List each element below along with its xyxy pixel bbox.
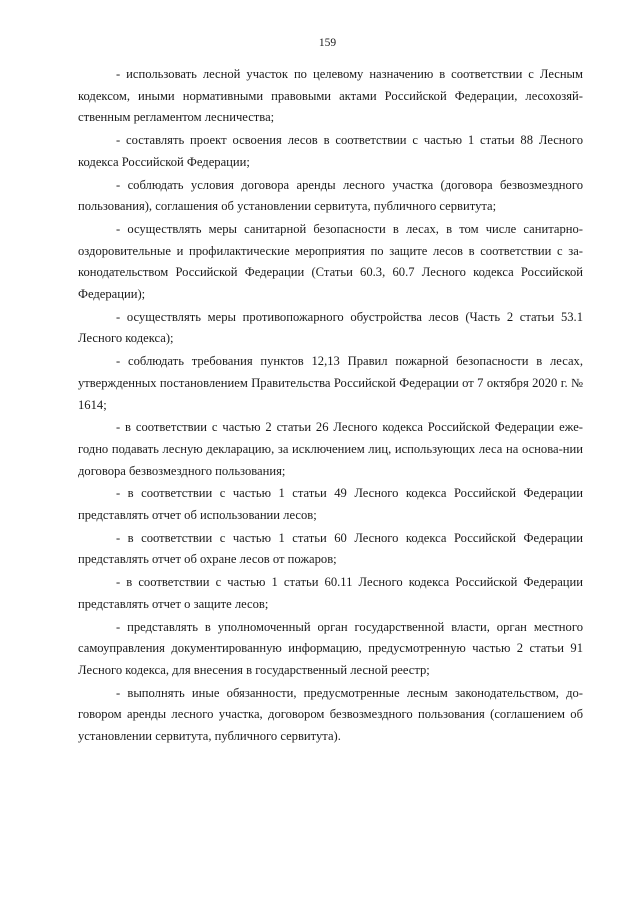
obligation-paragraph: - соблюдать требования пунктов 12,13 Правил пожарной безопасности в лесах, утвержденных постановлением Правительства Российской Федерации от 7 октября 2020 г. № 1614; — [78, 354, 583, 412]
obligation-paragraph: - в соответствии с частью 1 статьи 60.11 Лесного кодекса Российской Федерации представлять отчет о защите лесов; — [78, 575, 583, 611]
obligation-paragraph: - в соответствии с частью 2 статьи 26 Лесного кодекса Российской Федерации еже-годно подавать лесную декларацию, за исключением лиц, использующих леса на основа-нии договора безвозмездного пользования; — [78, 420, 583, 478]
obligations-list — [78, 64, 583, 748]
obligation-paragraph: - в соответствии с частью 1 статьи 60 Лесного кодекса Российской Федерации представлять отчет об охране лесов от пожаров; — [78, 530, 583, 567]
obligation-paragraph: - составлять проект освоения лесов в соответствии с частью 1 статьи 88 Лесного кодекса Российской Федерации; — [78, 133, 583, 169]
obligation-paragraph: - осуществлять меры санитарной безопасности в лесах, в том числе санитарно-оздоровительные и профилактические мероприятия по защите лесов в соответствии с за-конодательством Российской Федерации (Статьи 60.3, 60.7 Лесного кодекса Российской Федерации); — [78, 221, 583, 302]
obligation-paragraph: - представлять в уполномоченный орган государственной власти, орган местного самоуправления документированную информацию, предусмотренную частью 2 статьи 91 Лесного кодекса, для внесения в государственный лесной реестр; — [78, 619, 583, 677]
page-number: 159 — [318, 37, 337, 49]
obligation-paragraph: - использовать лесной участок по целевому назначению в соответствии с Лесным кодексом, иными нормативными правовыми актами Российской Федерации, лесохозяй-ственным регламентом лесничества; — [78, 67, 583, 125]
obligation-paragraph: - осуществлять меры противопожарного обустройства лесов (Часть 2 статьи 53.1 Лесного кодекса); — [78, 309, 583, 346]
obligation-paragraph: - соблюдать условия договора аренды лесного участка (договора безвозмездного пользования), соглашения об установлении сервитута, публичного сервитута; — [78, 177, 583, 214]
obligation-paragraph: - выполнять иные обязанности, предусмотренные лесным законодательством, до-говором аренды лесного участка, договором безвозмездного пользования (соглашением об установлении сервитута, публичного сервитута). — [78, 685, 583, 744]
obligation-paragraph: - в соответствии с частью 1 статьи 49 Лесного кодекса Российской Федерации представлять отчет об использовании лесов; — [78, 486, 583, 523]
